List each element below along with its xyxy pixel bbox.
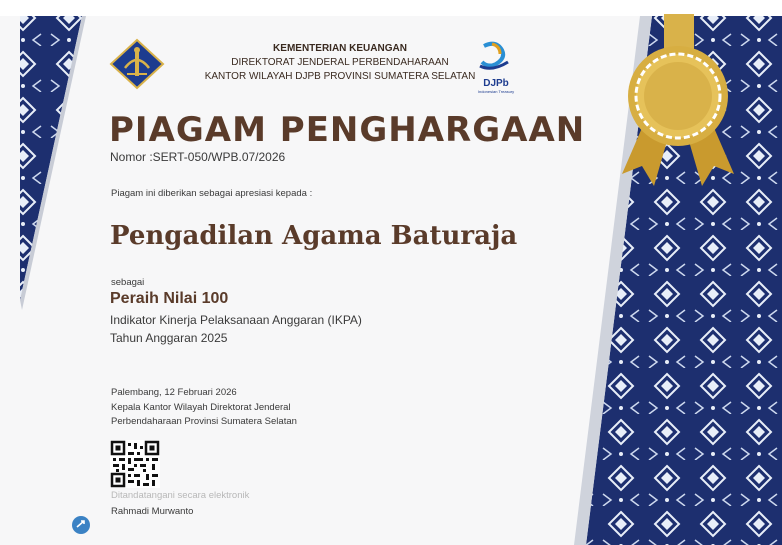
fiscal-year-text: Tahun Anggaran 2025 [110,331,228,345]
share-icon[interactable] [71,515,91,535]
qr-code-icon [110,440,160,488]
recipient-name: Pengadilan Agama Baturaja [110,221,518,251]
office-name: KANTOR WILAYAH DJPB PROVINSI SUMATERA SELATAN [204,71,476,82]
certificate-title: PIAGAM PENGHARGAAN [109,110,586,150]
electronic-signature-note: Ditandatangani secara elektronik [111,490,250,501]
award-ribbon-icon [612,14,744,192]
intro-text: Piagam ini diberikan sebagai apresiasi kepada : [111,188,313,199]
signer-name: Rahmadi Murwanto [111,506,194,517]
as-label: sebagai [111,277,145,288]
djpb-logo-text: DJPb [483,78,509,89]
kemenkeu-logo-icon [109,38,165,90]
signer-position-line2: Perbendaharaan Provinsi Sumatera Selatan [111,416,297,427]
djpb-logo-icon [470,40,522,92]
ministry-name: KEMENTERIAN KEUANGAN [273,43,407,54]
signer-position-line1: Kepala Kantor Wilayah Direktorat Jenderal [111,402,291,413]
certificate-number: Nomor :SERT-050/WPB.07/2026 [110,150,286,164]
djpb-logo-subtext: Indonesian Treasury [477,89,515,94]
indicator-text: Indikator Kinerja Pelaksanaan Anggaran (IKPA) [110,313,362,327]
directorate-name: DIREKTORAT JENDERAL PERBENDAHARAAN [231,57,449,68]
place-date: Palembang, 12 Februari 2026 [111,387,237,398]
award-title: Peraih Nilai 100 [110,290,229,307]
